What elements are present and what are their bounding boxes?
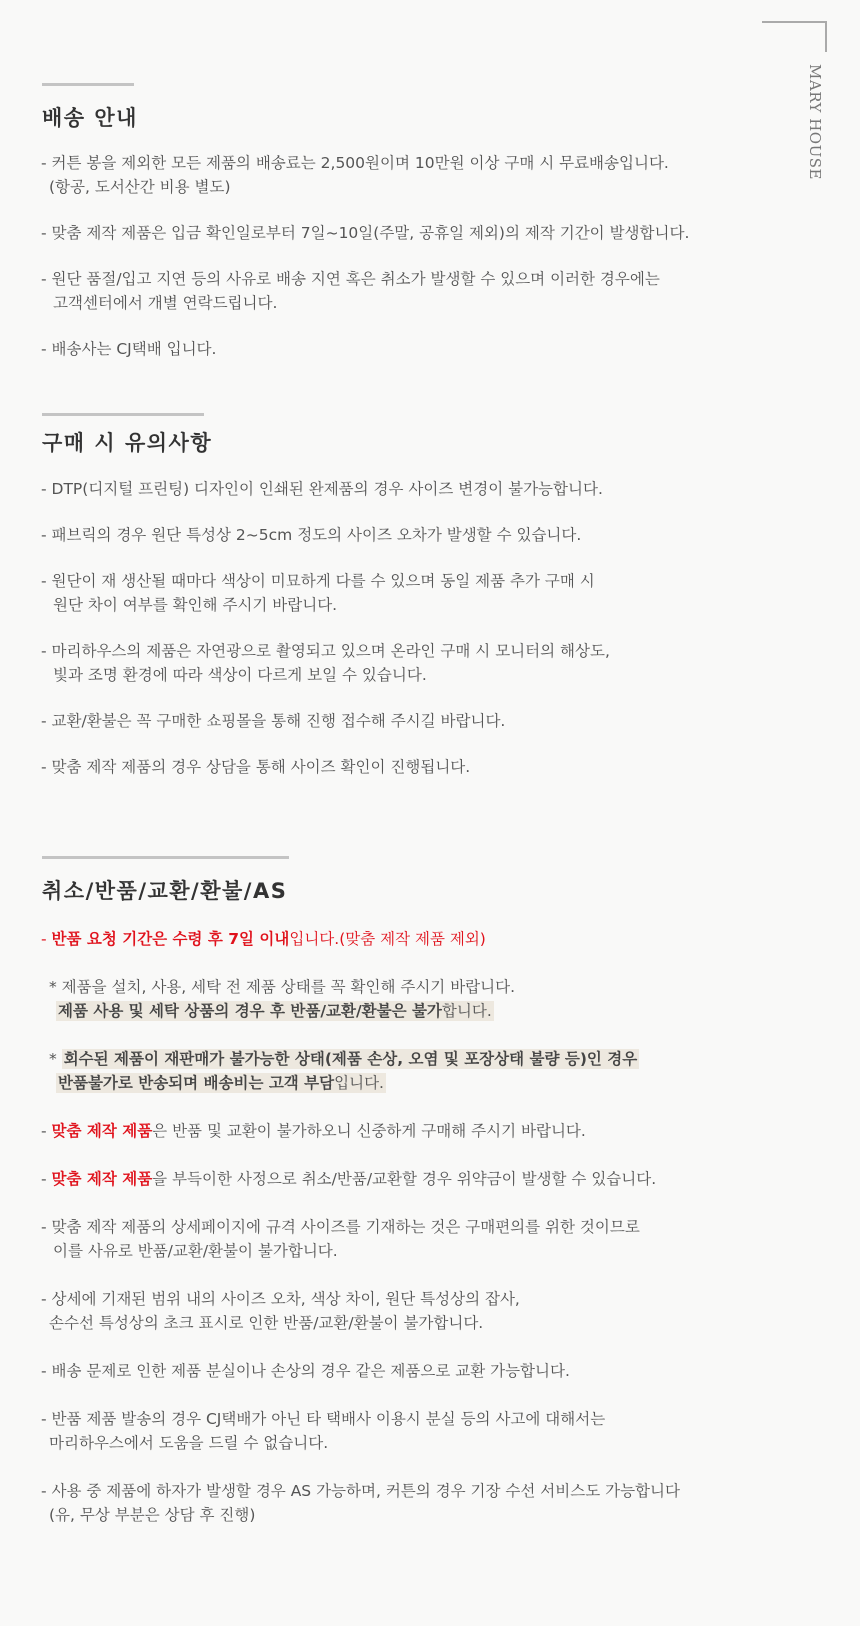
return-period-notice [41,927,486,951]
returns-title: 취소/반품/교환/환불/AS [42,879,288,903]
note-2-rest: 입니다. [334,1074,384,1092]
note-2-line-1 [49,1047,639,1071]
note-1-line-2 [56,999,494,1023]
shipping-line-1: - 커튼 봉을 제외한 모든 제품의 배송료는 2,500원이며 10만원 이상 구매 시 무료배송입니다. [41,154,669,172]
returns-line-4: 손수선 특성상의 초크 표시로 인한 반품/교환/환불이 불가합니다. [49,1314,484,1332]
returns-line-7: 마리하우스에서 도움을 드릴 수 없습니다. [49,1434,329,1452]
custom-notice-2 [41,1167,656,1191]
caution-line-8: - 맞춤 제작 제품의 경우 상담을 통해 사이즈 확인이 진행됩니다. [41,758,471,776]
custom-2-dash: - [41,1170,52,1188]
returns-line-9: (유, 무상 부분은 상담 후 진행) [49,1506,256,1524]
returns-line-1: - 맞춤 제작 제품의 상세페이지에 규격 사이즈를 기재하는 것은 구매편의를 위한 것이므로 [41,1218,640,1236]
caution-line-2: - 패브릭의 경우 원단 특성상 2~5cm 정도의 사이즈 오차가 발생할 수 있습니다. [41,526,582,544]
custom-1-rest: 은 반품 및 교환이 불가하오니 신중하게 구매해 주시기 바랍니다. [152,1122,586,1140]
shipping-line-2: (항공, 도서산간 비용 별도) [49,178,231,196]
caution-line-1: - DTP(디지털 프린팅) 디자인이 인쇄된 완제품의 경우 사이즈 변경이 불가능합니다. [41,480,603,498]
returns-line-2: 이를 사유로 반품/교환/환불이 불가합니다. [53,1242,338,1260]
note-1-line-1: * 제품을 설치, 사용, 세탁 전 제품 상태를 꼭 확인해 주시기 바랍니다. [49,978,516,996]
returns-line-8: - 사용 중 제품에 하자가 발생할 경우 AS 가능하며, 커튼의 경우 기장 수선 서비스도 가능합니다 [41,1482,680,1500]
corner-frame [762,21,827,52]
brand-label: MARY HOUSE [806,64,824,180]
caution-line-7: - 교환/환불은 꼭 구매한 쇼핑몰을 통해 진행 접수해 주시길 바랍니다. [41,712,506,730]
note-1-rest: 합니다. [441,1002,492,1020]
note-2-bold-2: 반품불가로 반송되며 배송비는 고객 부담 [58,1074,335,1092]
custom-2-rest: 을 부득이한 사정으로 취소/반품/교환할 경우 위약금이 발생할 수 있습니다. [152,1170,657,1188]
caution-title: 구매 시 유의사항 [42,431,213,455]
section-rule-caution [42,413,204,416]
returns-line-6: - 반품 제품 발송의 경우 CJ택배가 아닌 타 택배사 이용시 분실 등의 사고에 대해서는 [41,1410,606,1428]
shipping-line-6: - 배송사는 CJ택배 입니다. [41,340,217,358]
returns-line-5: - 배송 문제로 인한 제품 분실이나 손상의 경우 같은 제품으로 교환 가능합니다. [41,1362,570,1380]
note-1-bold: 제품 사용 및 세탁 상품의 경우 후 반품/교환/환불은 불가 [58,1002,442,1020]
returns-line-3: - 상세에 기재된 범위 내의 사이즈 오차, 색상 차이, 원단 특성상의 잡사, [41,1290,520,1308]
period-rest: 입니다.(맞춤 제작 제품 제외) [289,930,486,948]
note-2-highlight-2 [56,1073,386,1093]
custom-2-highlight: 맞춤 제작 제품 [51,1170,153,1188]
caution-line-6: 빛과 조명 환경에 따라 색상이 다르게 보일 수 있습니다. [53,666,427,684]
caution-line-3: - 원단이 재 생산될 때마다 색상이 미묘하게 다를 수 있으며 동일 제품 추가 구매 시 [41,572,595,590]
custom-notice-1 [41,1119,586,1143]
note-2-bold-1: 회수된 제품이 재판매가 불가능한 상태(제품 손상, 오염 및 포장상태 불량 등)인 경우 [63,1050,638,1068]
shipping-line-5: 고객센터에서 개별 연락드립니다. [53,294,278,312]
caution-line-4: 원단 차이 여부를 확인해 주시기 바랍니다. [53,596,338,614]
section-rule-shipping [42,83,134,86]
caution-line-5: - 마리하우스의 제품은 자연광으로 촬영되고 있으며 온라인 구매 시 모니터의 해상도, [41,642,610,660]
custom-1-highlight: 맞춤 제작 제품 [51,1122,153,1140]
note-2-line-2 [56,1071,386,1095]
section-rule-returns [42,856,289,859]
period-highlight: 반품 요청 기간은 수령 후 7일 이내 [51,930,290,948]
note-1-highlight [56,1001,494,1021]
custom-1-dash: - [41,1122,52,1140]
note-2-star: * [49,1050,62,1068]
period-dash: - [41,930,52,948]
note-2-highlight-1 [62,1049,640,1069]
shipping-title: 배송 안내 [42,106,138,130]
shipping-line-4: - 원단 품절/입고 지연 등의 사유로 배송 지연 혹은 취소가 발생할 수 있으며 이러한 경우에는 [41,270,660,288]
shipping-line-3: - 맞춤 제작 제품은 입금 확인일로부터 7일~10일(주말, 공휴일 제외)의 제작 기간이 발생합니다. [41,224,690,242]
